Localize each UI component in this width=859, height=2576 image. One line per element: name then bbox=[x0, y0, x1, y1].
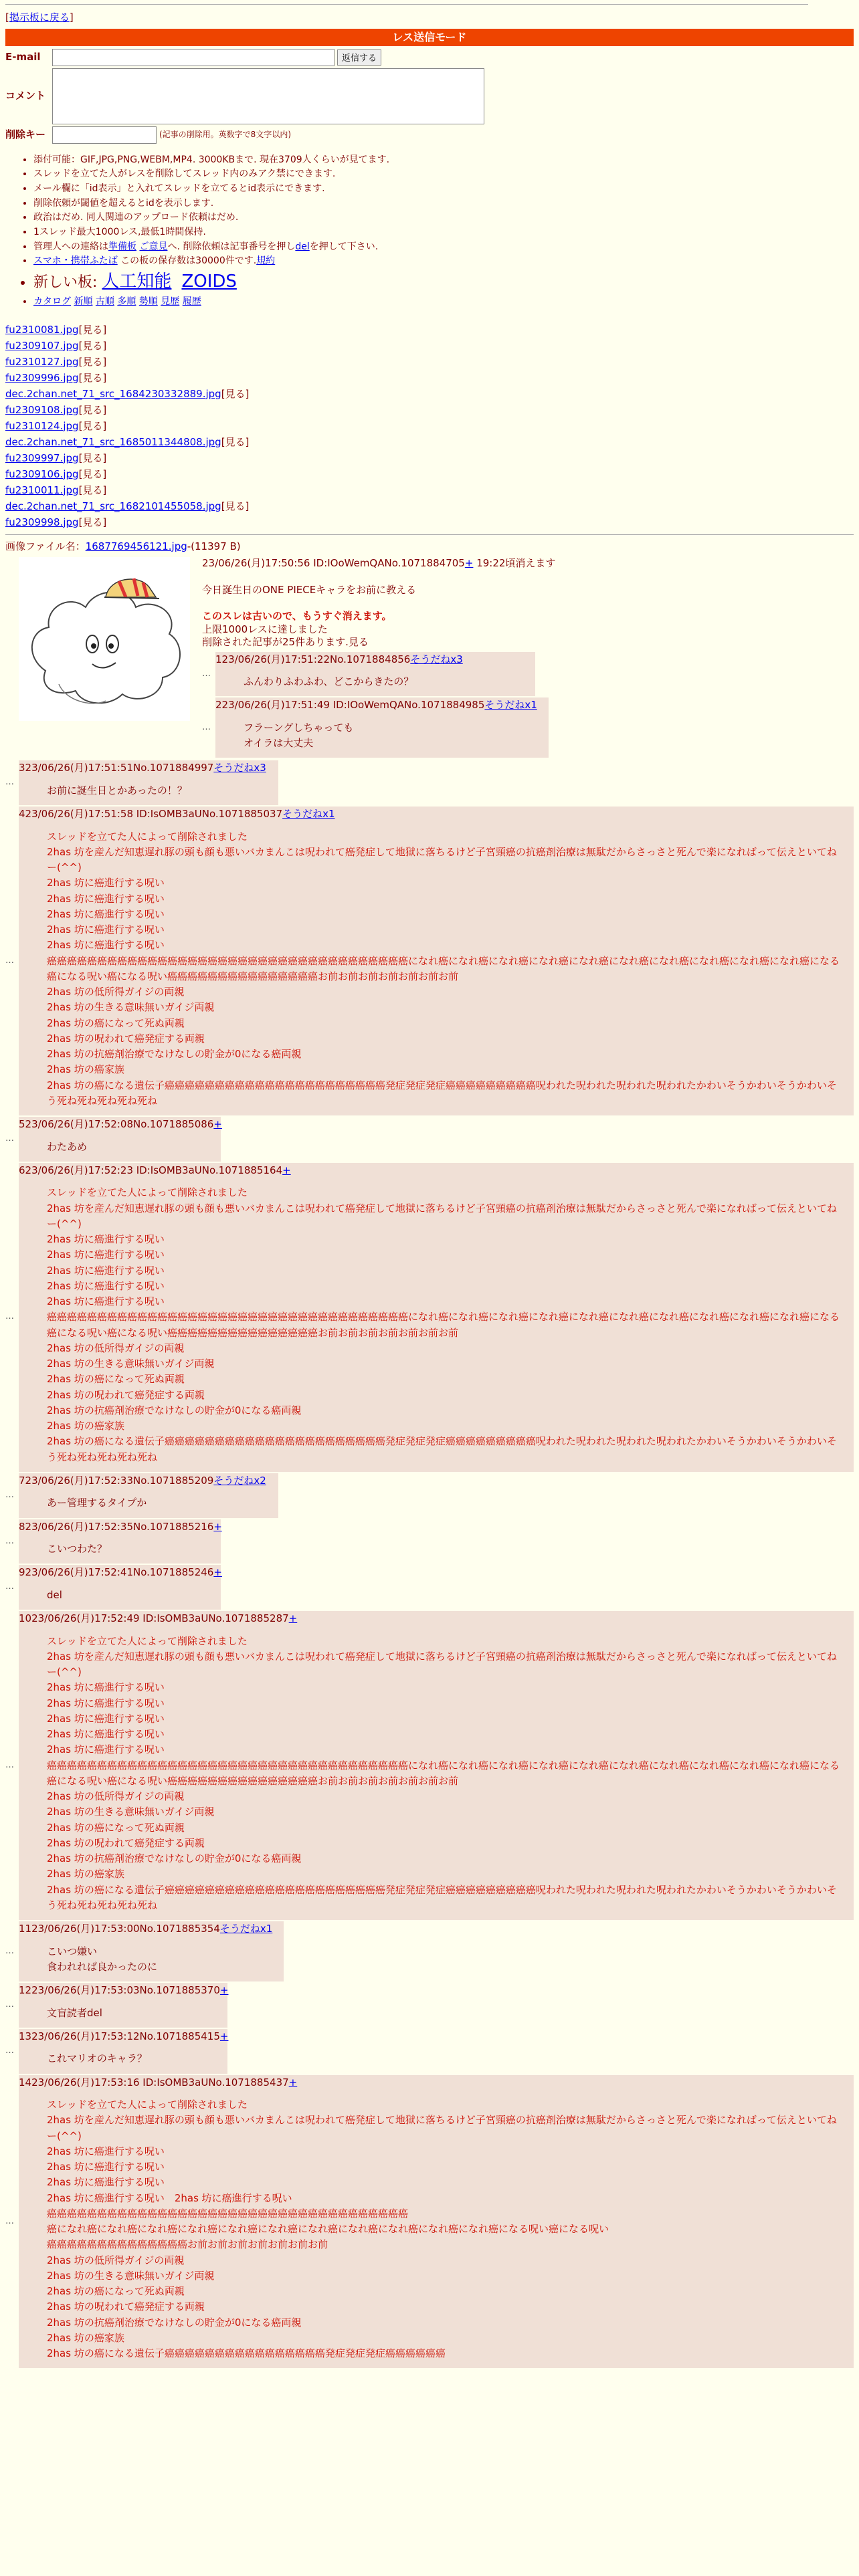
reply-comment: スレッドを立てた人によって削除されました 2has 坊を産んだ知恵遅れ豚の頭も顔も悪いバカまんこは呪われて癌発症して地獄に落ちるけど子宮頸癌の抗癌剤治療は無駄だからさっさと死んで楽になればって伝えといてねー(^^) 2has 坊に癌進行する呪い 2has 坊に癌進行する呪い 2has 坊に癌進行する呪い 2has 坊に癌進行する呪い 2has 坊に癌進行する呪い 癌癌癌癌癌癌癌癌癌癌癌癌癌癌癌癌癌癌癌癌癌癌癌癌癌癌癌癌癌癌癌癌癌癌癌癌になれ癌になれ癌になれ癌になれ癌になれ癌になれ癌になれ癌になれ癌になれ癌になれ癌になる癌になる呪い癌になる呪い癌癌癌癌癌癌癌癌癌癌癌癌癌癌癌お前お前お前お前お前お前お前 2has 坊の低所得ガイジの両親 2has 坊の生きる意味無いガイジ両親 2has 坊の癌になって死ぬ両親 2has 坊の呪われて癌発症する両親 2has 坊の抗癌剤治療でなけなしの貯金が0になる癌両親 2has 坊の癌家族 2has 坊の癌になる遺伝子癌癌癌癌癌癌癌癌癌癌癌癌癌癌癌癌癌癌癌癌癌癌発症発症発症癌癌癌癌癌癌癌癌癌呪われた呪われた呪われた呪われたかわいそうかわいそうかわいそう死ね死ね死ね死ね死ね bbox=[47, 830, 840, 1107]
reply-marker: … bbox=[202, 722, 211, 732]
reply-header: 1123/06/26(月)17:53:00No.1071885354そうだねx1 bbox=[19, 1923, 273, 1935]
op-image-link[interactable]: 1687769456121.jpg bbox=[85, 540, 187, 552]
comment-field[interactable] bbox=[52, 68, 484, 124]
file-link[interactable]: dec.2chan.net_71_src_1682101455058.jpg bbox=[5, 500, 221, 512]
info-item: • 添付可能：GIF,JPG,PNG,WEBM,MP4. 3000KBまで. 現在3709人くらいが見てます. bbox=[33, 153, 854, 168]
sodane-button[interactable]: そうだねx2 bbox=[213, 1474, 266, 1487]
new-board-ai-link[interactable]: 人工知能 bbox=[102, 272, 172, 292]
sodane-button[interactable]: + bbox=[282, 1164, 291, 1176]
opinion-link[interactable]: ご意見 bbox=[139, 241, 168, 252]
reply-box bbox=[19, 1921, 284, 1981]
reply-header: 523/06/26(月)17:52:08No.1071885086+ bbox=[19, 1118, 222, 1131]
back-link-wrap: [掲示板に戻る] bbox=[5, 11, 74, 23]
file-item: fu2310127.jpg[見る] bbox=[5, 355, 107, 368]
file-item: dec.2chan.net_71_src_1682101455058.jpg[見る] bbox=[5, 500, 250, 512]
delkey-field[interactable] bbox=[52, 126, 157, 144]
sodane-button[interactable]: そうだねx1 bbox=[484, 699, 537, 712]
op-body bbox=[202, 557, 854, 759]
sodane-button[interactable]: そうだねx3 bbox=[410, 653, 463, 665]
reply-marker: … bbox=[5, 2216, 14, 2226]
file-item: fu2310081.jpg[見る] bbox=[5, 323, 107, 336]
delkey-note: (記事の削除用。英数字で8文字以内) bbox=[159, 129, 291, 139]
reply-header: 923/06/26(月)17:52:41No.1071885246+ bbox=[19, 1566, 222, 1579]
sodane-button[interactable]: + bbox=[213, 1118, 222, 1131]
new-board-zoids-link[interactable]: ZOIDS bbox=[181, 272, 237, 292]
reply-header: 1323/06/26(月)17:53:12No.1071885415+ bbox=[19, 2030, 229, 2042]
view-history-link[interactable]: 見歴 bbox=[161, 296, 180, 307]
file-link[interactable]: fu2310127.jpg bbox=[5, 355, 79, 368]
reply-comment: スレッドを立てた人によって削除されました 2has 坊を産んだ知恵遅れ豚の頭も顔も悪いバカまんこは呪われて癌発症して地獄に落ちるけど子宮頸癌の抗癌剤治療は無駄だからさっさと死んで楽になればって伝えといてねー(^^) 2has 坊に癌進行する呪い 2has 坊に癌進行する呪い 2has 坊に癌進行する呪い 2has 坊に癌進行する呪い 2has 坊に癌進行する呪い 癌癌癌癌癌癌癌癌癌癌癌癌癌癌癌癌癌癌癌癌癌癌癌癌癌癌癌癌癌癌癌癌癌癌癌癌になれ癌になれ癌になれ癌になれ癌になれ癌になれ癌になれ癌になれ癌になれ癌になれ癌になる癌になる呪い癌になる呪い癌癌癌癌癌癌癌癌癌癌癌癌癌癌癌お前お前お前お前お前お前お前 2has 坊の低所得ガイジの両親 2has 坊の生きる意味無いガイジ両親 2has 坊の癌になって死ぬ両親 2has 坊の呪われて癌発症する両親 2has 坊の抗癌剤治療でなけなしの貯金が0になる癌両親 2has 坊の癌家族 2has 坊の癌になる遺伝子癌癌癌癌癌癌癌癌癌癌癌癌癌癌癌癌癌癌癌癌癌癌発症発症発症癌癌癌癌癌癌癌癌癌呪われた呪われた呪われた呪われたかわいそうかわいそうかわいそう死ね死ね死ね死ね死ね bbox=[47, 1186, 840, 1463]
reply-box bbox=[19, 1983, 227, 2028]
file-link[interactable]: fu2309106.jpg bbox=[5, 467, 79, 480]
sodane-button[interactable]: + bbox=[213, 1520, 222, 1533]
op-comment: 今日誕生日のONE PIECEキャラをお前に教える bbox=[202, 583, 417, 596]
file-link[interactable]: dec.2chan.net_71_src_1685011344808.jpg bbox=[5, 435, 221, 448]
reply-header: 1023/06/26(月)17:52:49 ID:IsOMB3aUNo.1071885287+ bbox=[19, 1612, 298, 1625]
reply-marker: … bbox=[5, 955, 14, 966]
top-divider bbox=[5, 4, 808, 5]
new-board-label: 新しい板: bbox=[33, 274, 98, 291]
file-item: dec.2chan.net_71_src_1685011344808.jpg[見る] bbox=[5, 435, 250, 448]
file-link[interactable]: fu2310124.jpg bbox=[5, 419, 79, 432]
reply bbox=[5, 2075, 854, 2369]
reply-marker: … bbox=[5, 1945, 14, 1956]
reply bbox=[5, 1117, 854, 1162]
limit-notice: 上限1000レスに達しました bbox=[202, 623, 328, 635]
reply-comment: ふんわりふわふわ、どこからきたの？ bbox=[244, 675, 414, 688]
nav-links-item bbox=[33, 295, 854, 310]
reply-marker: … bbox=[5, 2000, 14, 2010]
reply-header: 723/06/26(月)17:52:33No.1071885209そうだねx2 bbox=[19, 1474, 266, 1487]
file-item: fu2309107.jpg[見る] bbox=[5, 339, 107, 352]
reply bbox=[5, 1519, 854, 1564]
reply-marker: … bbox=[5, 1582, 14, 1592]
file-list bbox=[5, 322, 854, 530]
info-item: • 政治はだめ. 同人関連のアップロード依頼はだめ. bbox=[33, 211, 854, 225]
reply-marker: … bbox=[5, 1489, 14, 1500]
reply-box bbox=[19, 2075, 854, 2369]
email-field[interactable] bbox=[52, 49, 335, 66]
reply-box bbox=[19, 1473, 278, 1518]
file-link[interactable]: fu2309996.jpg bbox=[5, 371, 79, 384]
catalog-link[interactable]: カタログ bbox=[33, 296, 71, 307]
delkey-label: 削除キー bbox=[5, 128, 46, 140]
file-item: fu2309108.jpg[見る] bbox=[5, 403, 107, 416]
reply-header: 223/06/26(月)17:51:49 ID:IOoWemQANo.1071884985そうだねx1 bbox=[215, 699, 537, 712]
mobile-item: • スマホ・携帯ふたば この板の保存数は30000件です.規約 bbox=[33, 254, 854, 269]
reply-header: 323/06/26(月)17:51:51No.1071884997そうだねx3 bbox=[19, 762, 266, 774]
sort-new-link[interactable]: 新順 bbox=[74, 296, 93, 307]
del-link[interactable]: del bbox=[295, 241, 310, 252]
op-plus-link[interactable]: + bbox=[464, 557, 474, 570]
file-item: fu2309997.jpg[見る] bbox=[5, 451, 107, 464]
reply-box bbox=[19, 1565, 221, 1610]
sodane-button[interactable]: + bbox=[288, 1612, 298, 1625]
reply-marker: … bbox=[5, 1759, 14, 1770]
reply-box bbox=[19, 1611, 854, 1920]
reply-marker: … bbox=[5, 777, 14, 788]
sodane-button[interactable]: + bbox=[213, 1566, 222, 1579]
reply-marker: … bbox=[202, 668, 211, 679]
reply-comment: あー管理するタイプか bbox=[47, 1497, 147, 1509]
reply-marker: … bbox=[5, 1535, 14, 1546]
reply-comment: わたあめ bbox=[47, 1140, 88, 1153]
comment-label: コメント bbox=[5, 89, 46, 102]
reply-comment: スレッドを立てた人によって削除されました 2has 坊を産んだ知恵遅れ豚の頭も顔も悪いバカまんこは呪われて癌発症して地獄に落ちるけど子宮頸癌の抗癌剤治療は無駄だからさっさと死んで楽になればって伝えといてねー(^^) 2has 坊に癌進行する呪い 2has 坊に癌進行する呪い 2has 坊に癌進行する呪い 2has 坊に癌進行する呪い 2has 坊に癌進行する呪い 癌癌癌癌癌癌癌癌癌癌癌癌癌癌癌癌癌癌癌癌癌癌癌癌癌癌癌癌癌癌癌癌癌癌癌癌 癌になれ癌になれ癌になれ癌になれ癌になれ癌になれ癌になれ癌になれ癌になれ癌になれ癌になれ癌になる呪い癌になる呪い 癌癌癌癌癌癌癌癌癌癌癌癌癌癌お前お前お前お前お前お前お前 2has 坊の低所得ガイジの両親 2has 坊の生きる意味無いガイジ両親 2has 坊の癌になって死ぬ両親 2has 坊の呪われて癌発症する両親 2has 坊の抗癌剤治療でなけなしの貯金が0になる癌両親 2has 坊の癌家族 2has 坊の癌になる遺伝子癌癌癌癌癌癌癌癌癌癌癌癌癌癌癌癌発症発症発症癌癌癌癌癌癌 bbox=[47, 2099, 837, 2360]
reply bbox=[5, 1611, 854, 1920]
prep-board-link[interactable]: 準備板 bbox=[108, 241, 136, 252]
thread-divider bbox=[5, 534, 854, 535]
reply bbox=[202, 652, 854, 697]
admin-contact-item: • 管理人への連絡は準備板 ご意見へ. 削除依頼は記事番号を押しdelを押して下さい. bbox=[33, 240, 854, 255]
sort-momentum-link[interactable]: 勢順 bbox=[138, 296, 158, 307]
reply-header: 423/06/26(月)17:51:58 ID:IsOMB3aUNo.1071885037そうだねx1 bbox=[19, 808, 335, 821]
reply-box bbox=[19, 760, 278, 805]
email-label: E-mail bbox=[5, 50, 41, 63]
reply-header: 623/06/26(月)17:52:23 ID:IsOMB3aUNo.1071885164+ bbox=[19, 1164, 291, 1176]
op-header: 23/06/26(月)17:50:56 ID:IOoWemQANo.1071884705+ 19:22頃消えます bbox=[202, 557, 556, 570]
mode-bar: レス送信モード bbox=[5, 29, 854, 46]
reply-box bbox=[19, 1117, 221, 1162]
reply-comment: del bbox=[47, 1588, 62, 1601]
file-link[interactable]: fu2309107.jpg bbox=[5, 339, 79, 352]
reply-list bbox=[5, 760, 854, 2368]
file-link[interactable]: fu2310081.jpg bbox=[5, 323, 79, 336]
reply-comment: 文盲読者del bbox=[47, 2006, 102, 2019]
old-thread-notice: このスレは古いので、もうすぐ消えます。 bbox=[202, 610, 392, 623]
info-item: • 削除依頼が閾値を超えるとidを表示します. bbox=[33, 197, 854, 211]
reply bbox=[5, 2029, 854, 2074]
reply-box bbox=[19, 2029, 227, 2074]
file-link[interactable]: fu2309108.jpg bbox=[5, 403, 79, 416]
back-to-board-link[interactable]: 掲示板に戻る bbox=[9, 11, 70, 23]
file-link[interactable]: fu2310011.jpg bbox=[5, 484, 79, 496]
reply-comment: こいつ嫌い 食われれば良かったのに bbox=[47, 1945, 158, 1973]
file-link[interactable]: dec.2chan.net_71_src_1684230332889.jpg bbox=[5, 387, 221, 400]
mobile-link[interactable]: スマホ・携帯ふたば bbox=[33, 255, 118, 267]
sort-many-link[interactable]: 多順 bbox=[117, 296, 136, 307]
post-form bbox=[5, 49, 854, 144]
new-board-item bbox=[33, 269, 854, 295]
reply-box bbox=[19, 1519, 221, 1564]
reply bbox=[5, 807, 854, 1115]
sodane-button[interactable]: + bbox=[288, 2076, 298, 2088]
reply bbox=[5, 1565, 854, 1610]
reply-comment: スレッドを立てた人によって削除されました 2has 坊を産んだ知恵遅れ豚の頭も顔も悪いバカまんこは呪われて癌発症して地獄に落ちるけど子宮頸癌の抗癌剤治療は無駄だからさっさと死んで楽になればって伝えといてねー(^^) 2has 坊に癌進行する呪い 2has 坊に癌進行する呪い 2has 坊に癌進行する呪い 2has 坊に癌進行する呪い 2has 坊に癌進行する呪い 癌癌癌癌癌癌癌癌癌癌癌癌癌癌癌癌癌癌癌癌癌癌癌癌癌癌癌癌癌癌癌癌癌癌癌癌になれ癌になれ癌になれ癌になれ癌になれ癌になれ癌になれ癌になれ癌になれ癌になれ癌になる癌になる呪い癌になる呪い癌癌癌癌癌癌癌癌癌癌癌癌癌癌癌お前お前お前お前お前お前お前 2has 坊の低所得ガイジの両親 2has 坊の生きる意味無いガイジ両親 2has 坊の癌になって死ぬ両親 2has 坊の呪われて癌発症する両親 2has 坊の抗癌剤治療でなけなしの貯金が0になる癌両親 2has 坊の癌家族 2has 坊の癌になる遺伝子癌癌癌癌癌癌癌癌癌癌癌癌癌癌癌癌癌癌癌癌癌癌発症発症発症癌癌癌癌癌癌癌癌癌呪われた呪われた呪われた呪われたかわいそうかわいそうかわいそう死ね死ね死ね死ね死ね bbox=[47, 1634, 840, 1911]
reply bbox=[5, 1983, 854, 2028]
info-item: • メール欄に「id表示」と入れてスレッドを立てるとid表示にできます. bbox=[33, 182, 854, 197]
delkey-row bbox=[5, 126, 854, 144]
sodane-button[interactable]: そうだねx1 bbox=[282, 808, 335, 821]
file-item: fu2309106.jpg[見る] bbox=[5, 467, 107, 480]
file-item: fu2309998.jpg[見る] bbox=[5, 516, 107, 528]
reply-header: 123/06/26(月)17:51:22No.1071884856そうだねx3 bbox=[215, 653, 463, 665]
submit-button[interactable]: 返信する bbox=[337, 49, 381, 66]
sodane-button[interactable]: + bbox=[219, 1984, 229, 1997]
reply-header: 1423/06/26(月)17:53:16 ID:IsOMB3aUNo.1071885437+ bbox=[19, 2076, 298, 2088]
reply bbox=[202, 697, 854, 758]
info-item: • 1スレッド最大1000レス,最低1時間保持. bbox=[33, 225, 854, 240]
email-row bbox=[5, 49, 854, 66]
reply-box bbox=[19, 807, 854, 1115]
sodane-button[interactable]: そうだねx3 bbox=[213, 762, 266, 774]
reply-box bbox=[215, 652, 535, 697]
op-thumbnail-image[interactable] bbox=[19, 557, 190, 721]
reply-comment: お前に誕生日とかあったの！？ bbox=[47, 784, 187, 796]
reply-marker: … bbox=[5, 1311, 14, 1322]
reply bbox=[5, 1921, 854, 1981]
info-item: • スレッドを立てた人がレスを削除してスレッド内のみアク禁にできます. bbox=[33, 167, 854, 182]
reply-comment: これマリオのキャラ？ bbox=[47, 2052, 147, 2065]
file-item: fu2309996.jpg[見る] bbox=[5, 371, 107, 384]
reply bbox=[5, 760, 854, 805]
reply bbox=[5, 1163, 854, 1472]
comment-row bbox=[5, 68, 854, 124]
op-post bbox=[5, 557, 854, 759]
file-item: fu2310124.jpg[見る] bbox=[5, 419, 107, 432]
show-deleted-link[interactable]: 見る bbox=[348, 636, 369, 649]
deleted-notice: 削除された記事が25件あります.見る bbox=[202, 636, 369, 649]
reply bbox=[5, 1473, 854, 1518]
file-link[interactable]: fu2309998.jpg bbox=[5, 516, 79, 528]
reply-header: 823/06/26(月)17:52:35No.1071885216+ bbox=[19, 1520, 222, 1533]
info-list bbox=[5, 153, 854, 310]
file-link[interactable]: fu2309997.jpg bbox=[5, 451, 79, 464]
reply-box bbox=[215, 697, 549, 758]
reply-comment: フラーングしちゃっても オイラは大丈夫 bbox=[244, 721, 354, 750]
history-link[interactable]: 履歴 bbox=[182, 296, 201, 307]
rules-link[interactable]: 規約 bbox=[256, 255, 276, 267]
reply-header: 1223/06/26(月)17:53:03No.1071885370+ bbox=[19, 1984, 229, 1997]
reply-marker: … bbox=[5, 2045, 14, 2056]
reply-comment: こいつわた？ bbox=[47, 1543, 108, 1555]
sort-old-link[interactable]: 古順 bbox=[95, 296, 114, 307]
op-file-line: 画像ファイル名：1687769456121.jpg-(11397 B) bbox=[5, 540, 241, 552]
sodane-button[interactable]: + bbox=[219, 2030, 229, 2042]
reply-box bbox=[19, 1163, 854, 1472]
reply-marker: … bbox=[5, 1134, 14, 1144]
file-item: dec.2chan.net_71_src_1684230332889.jpg[見る] bbox=[5, 387, 250, 400]
sodane-button[interactable]: そうだねx1 bbox=[219, 1923, 273, 1935]
file-item: fu2310011.jpg[見る] bbox=[5, 484, 107, 496]
